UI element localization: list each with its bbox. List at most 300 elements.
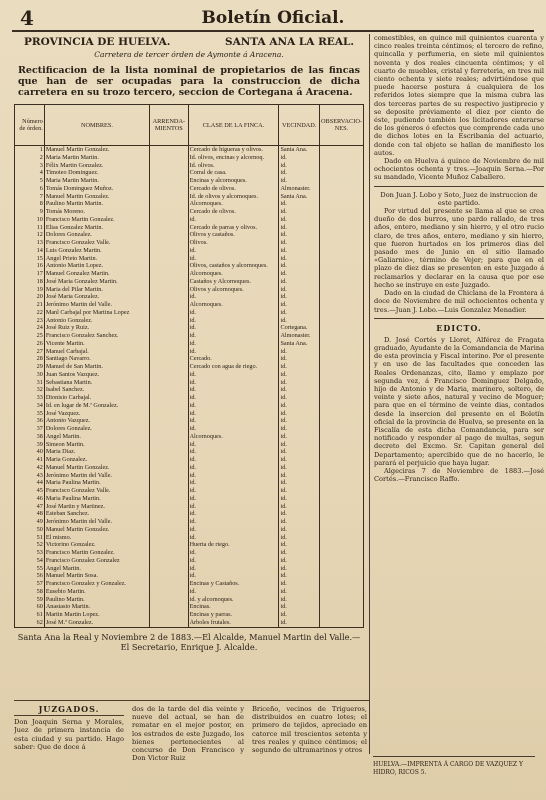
courts-col-2-text: dos de la tarde del dia veinte y nueve del actual, se han de rematar en el mejor postor, en los estrados de este Juzgado, los bienes pertenecientes al concurso de Don Francisco y Don Victor Ruiz — [132, 705, 244, 763]
table-row — [15, 472, 364, 480]
row-lease — [150, 596, 189, 604]
row-observation — [319, 549, 363, 557]
row-observation — [319, 146, 363, 154]
table-row — [15, 503, 364, 511]
row-residence: id. — [279, 348, 319, 356]
row-observation — [319, 472, 363, 480]
row-lease — [150, 472, 189, 480]
row-name: Francisco Gonzalez Valle. — [44, 239, 149, 247]
row-observation — [319, 596, 363, 604]
row-observation — [319, 324, 363, 332]
row-number: 51 — [15, 534, 45, 542]
row-number: 41 — [15, 456, 45, 464]
row-property-type: id. — [188, 247, 279, 255]
row-number: 28 — [15, 355, 45, 363]
row-residence: id. — [279, 557, 319, 565]
row-name: Simeon Martin. — [44, 441, 149, 449]
row-property-type: Cercado de parras y olivos. — [188, 224, 279, 232]
row-lease — [150, 448, 189, 456]
row-property-type: Encinas. — [188, 603, 279, 611]
row-property-type: id. — [188, 417, 279, 425]
table-row — [15, 193, 364, 201]
row-lease — [150, 278, 189, 286]
row-name: Timoteo Dominguez. — [44, 169, 149, 177]
row-residence: id. — [279, 472, 319, 480]
row-residence: id. — [279, 503, 319, 511]
row-number: 5 — [15, 177, 45, 185]
row-name: Vicente Martin. — [44, 340, 149, 348]
row-residence: id. — [279, 433, 319, 441]
row-lease — [150, 580, 189, 588]
row-number: 34 — [15, 402, 45, 410]
row-number: 18 — [15, 278, 45, 286]
edict-heading: EDICTO. — [436, 322, 482, 333]
row-property-type: Encinas y alcornoques. — [188, 177, 279, 185]
row-residence: id. — [279, 425, 319, 433]
row-observation — [319, 309, 363, 317]
row-lease — [150, 541, 189, 549]
row-property-type: id. — [188, 518, 279, 526]
auction-dated: Dado en Huelva á quince de Noviembre de mil ochocientos ochenta y tres.—Joaquin Serna.—Por su mandado, Vicente Muñoz Caballero. — [374, 157, 544, 182]
row-lease — [150, 255, 189, 263]
table-body — [15, 146, 364, 628]
row-residence: Almonaster. — [279, 185, 319, 193]
row-lease — [150, 162, 189, 170]
row-lease — [150, 611, 189, 619]
row-residence: id. — [279, 580, 319, 588]
row-number: 59 — [15, 596, 45, 604]
table-row — [15, 309, 364, 317]
row-lease — [150, 193, 189, 201]
row-observation — [319, 239, 363, 247]
row-lease — [150, 417, 189, 425]
row-observation — [319, 503, 363, 511]
row-lease — [150, 394, 189, 402]
row-number: 17 — [15, 270, 45, 278]
table-row — [15, 487, 364, 495]
row-observation — [319, 526, 363, 534]
row-lease — [150, 371, 189, 379]
row-property-type: id. — [188, 379, 279, 387]
row-residence: id. — [279, 247, 319, 255]
row-number: 57 — [15, 580, 45, 588]
row-residence: id. — [279, 572, 319, 580]
row-residence: Almonaster. — [279, 332, 319, 340]
row-residence: id. — [279, 603, 319, 611]
row-name: Manuel Martin Gonzalez. — [44, 146, 149, 154]
row-number: 22 — [15, 309, 45, 317]
row-residence: id. — [279, 363, 319, 371]
table-row — [15, 379, 364, 387]
row-number: 26 — [15, 340, 45, 348]
row-residence: id. — [279, 611, 319, 619]
row-number: 11 — [15, 224, 45, 232]
row-property-type: id. — [188, 317, 279, 325]
row-observation — [319, 588, 363, 596]
row-lease — [150, 208, 189, 216]
row-name: Paulino Martin. — [44, 596, 149, 604]
rectification-title: Rectificacion de la lista nominal de propietarios de las fincas que han de ser ocupadas para la construccion de dicha carretera en su trozo tercero, seccion de Cortegana á Aracena. — [18, 65, 360, 98]
courts-col-3 — [252, 705, 367, 754]
row-residence: id. — [279, 456, 319, 464]
row-number: 48 — [15, 510, 45, 518]
row-residence: id. — [279, 169, 319, 177]
row-lease — [150, 425, 189, 433]
row-observation — [319, 534, 363, 542]
row-number: 60 — [15, 603, 45, 611]
row-residence: id. — [279, 479, 319, 487]
table-row — [15, 216, 364, 224]
courts-col-1-text: Don Joaquin Serna y Morales, Juez de primera instancia de esta ciudad y su partido. Hago saber: Que de doce á — [14, 718, 124, 751]
row-number: 50 — [15, 526, 45, 534]
row-property-type: Id. olivos, encinas y alcornoq. — [188, 154, 279, 162]
row-lease — [150, 588, 189, 596]
col-header-names: NOMBRES. — [44, 105, 149, 146]
row-number: 4 — [15, 169, 45, 177]
row-observation — [319, 200, 363, 208]
row-property-type: id. — [188, 293, 279, 301]
row-lease — [150, 456, 189, 464]
row-property-type: id. — [188, 479, 279, 487]
row-property-type: Olivos y castaños. — [188, 231, 279, 239]
row-name: Manuel de San Martin. — [44, 363, 149, 371]
row-lease — [150, 177, 189, 185]
page-number: 4 — [20, 6, 34, 30]
row-residence: id. — [279, 596, 319, 604]
row-observation — [319, 619, 363, 627]
row-property-type: Id. de olivos y alcornoques. — [188, 193, 279, 201]
row-property-type: Cercado con agua de riego. — [188, 363, 279, 371]
row-observation — [319, 441, 363, 449]
row-observation — [319, 425, 363, 433]
row-property-type: id. — [188, 557, 279, 565]
row-residence: id. — [279, 565, 319, 573]
row-observation — [319, 448, 363, 456]
row-name: Tomás Moreno. — [44, 208, 149, 216]
row-number: 44 — [15, 479, 45, 487]
row-name: Manuel Gonzalez Martin. — [44, 270, 149, 278]
row-lease — [150, 518, 189, 526]
row-residence: id. — [279, 441, 319, 449]
row-number: 1 — [15, 146, 45, 154]
row-name: Manuel Martin Gonzalez. — [44, 193, 149, 201]
row-observation — [319, 348, 363, 356]
row-number: 25 — [15, 332, 45, 340]
table-row — [15, 572, 364, 580]
row-residence: id. — [279, 255, 319, 263]
row-property-type: id. — [188, 410, 279, 418]
owners-table — [14, 104, 364, 628]
row-name: Id. en lugar de M.ª Gonzalez. — [44, 402, 149, 410]
row-observation — [319, 363, 363, 371]
row-observation — [319, 410, 363, 418]
row-property-type: id. — [188, 394, 279, 402]
row-lease — [150, 231, 189, 239]
row-property-type: id. — [188, 441, 279, 449]
row-number: 55 — [15, 565, 45, 573]
table-row — [15, 557, 364, 565]
row-lease — [150, 410, 189, 418]
row-property-type: id. — [188, 448, 279, 456]
table-row — [15, 255, 364, 263]
row-residence: id. — [279, 464, 319, 472]
row-residence: id. — [279, 262, 319, 270]
row-name: Manuel Martin Gonzalez. — [44, 464, 149, 472]
table-row — [15, 394, 364, 402]
row-number: 14 — [15, 247, 45, 255]
row-observation — [319, 417, 363, 425]
row-property-type: id. — [188, 503, 279, 511]
table-row — [15, 247, 364, 255]
row-lease — [150, 487, 189, 495]
row-residence: Santa Ana. — [279, 340, 319, 348]
row-name: José Martin y Martinez. — [44, 503, 149, 511]
table-row — [15, 565, 364, 573]
row-number: 42 — [15, 464, 45, 472]
row-property-type: Cercado de olivos. — [188, 208, 279, 216]
row-property-type: Alcornoques. — [188, 433, 279, 441]
row-observation — [319, 572, 363, 580]
row-number: 23 — [15, 317, 45, 325]
row-lease — [150, 510, 189, 518]
table-row — [15, 348, 364, 356]
table-row — [15, 332, 364, 340]
row-number: 8 — [15, 200, 45, 208]
row-number: 12 — [15, 231, 45, 239]
row-property-type: Alcornoques. — [188, 200, 279, 208]
row-observation — [319, 270, 363, 278]
table-row — [15, 162, 364, 170]
row-number: 47 — [15, 503, 45, 511]
table-row — [15, 293, 364, 301]
row-property-type: Olivos. — [188, 239, 279, 247]
row-name: Dionisio Carbajal. — [44, 394, 149, 402]
table-row — [15, 371, 364, 379]
row-residence: id. — [279, 588, 319, 596]
table-row — [15, 518, 364, 526]
row-name: Manuel Carbajal. — [44, 348, 149, 356]
row-residence: id. — [279, 394, 319, 402]
row-name: Sebastiana Martin. — [44, 379, 149, 387]
col-header-leases: ARRENDA- MIENTOS — [150, 105, 189, 146]
row-observation — [319, 603, 363, 611]
row-residence: id. — [279, 200, 319, 208]
col-header-property-type: CLASE DE LA FINCA. — [188, 105, 279, 146]
row-lease — [150, 146, 189, 154]
table-row — [15, 619, 364, 627]
row-observation — [319, 278, 363, 286]
row-observation — [319, 456, 363, 464]
row-lease — [150, 293, 189, 301]
table-row — [15, 200, 364, 208]
row-name: Maria Martin Martin. — [44, 177, 149, 185]
row-observation — [319, 371, 363, 379]
table-row — [15, 541, 364, 549]
auction-continuation-text: comestibles, en quince mil quinientos cuarenta y cinco reales treinta céntimos; el tercero de refino, quincalla y perfumeria, en siete mil quinientos noventa y dos reales cincuenta céntimos; y el cuarto de muebles, cristal y ferreteria, en tres mil ciento ochenta y siete reales; advirtiéndose que puede hacerse postura á cualquiera de los referidos lotes siempre que la misma cubra las dos terceras partes de su respectivo justiprecio y se deposite préviamente el diez por ciento de éste, pudiendo también los licitadores enterarse de los géneros ó efectos que comprende cada uno de dichos lotes en la Escribanía del actuario, donde con tal objeto se hallan de manifiesto los autos. — [374, 34, 544, 157]
row-residence: id. — [279, 154, 319, 162]
table-row — [15, 239, 364, 247]
row-number: 49 — [15, 518, 45, 526]
row-residence: id. — [279, 231, 319, 239]
table-row — [15, 534, 364, 542]
row-name: Antonio Martin Lopez. — [44, 262, 149, 270]
row-residence: id. — [279, 286, 319, 294]
row-name: Maria del Pilar Martin. — [44, 286, 149, 294]
table-row — [15, 448, 364, 456]
row-property-type: Cercado de olivos. — [188, 185, 279, 193]
row-residence: Santa Ana. — [279, 193, 319, 201]
row-residence: id. — [279, 239, 319, 247]
row-observation — [319, 464, 363, 472]
row-observation — [319, 193, 363, 201]
row-name: Elias Gonzalez Martin. — [44, 224, 149, 232]
row-number: 38 — [15, 433, 45, 441]
row-number: 61 — [15, 611, 45, 619]
row-observation — [319, 379, 363, 387]
row-observation — [319, 580, 363, 588]
row-number: 19 — [15, 286, 45, 294]
row-number: 13 — [15, 239, 45, 247]
table-row — [15, 278, 364, 286]
row-number: 24 — [15, 324, 45, 332]
row-number: 3 — [15, 162, 45, 170]
row-property-type: id. — [188, 425, 279, 433]
table-row — [15, 588, 364, 596]
row-number: 45 — [15, 487, 45, 495]
table-row — [15, 410, 364, 418]
row-lease — [150, 270, 189, 278]
table-row — [15, 324, 364, 332]
row-residence: id. — [279, 518, 319, 526]
courts-col-2 — [132, 705, 244, 762]
row-property-type: Alcornoques. — [188, 301, 279, 309]
row-residence: id. — [279, 309, 319, 317]
row-name: Manuel Martin Sosa. — [44, 572, 149, 580]
row-name: Juan Santos Vazquez. — [44, 371, 149, 379]
row-name: Antonio Gonzalez. — [44, 317, 149, 325]
row-name: Jerónimo Martin del Valle. — [44, 472, 149, 480]
table-row — [15, 441, 364, 449]
row-residence: id. — [279, 619, 319, 627]
row-residence: id. — [279, 541, 319, 549]
row-residence: id. — [279, 301, 319, 309]
row-number: 10 — [15, 216, 45, 224]
row-lease — [150, 526, 189, 534]
province-header — [14, 36, 364, 48]
table-row — [15, 425, 364, 433]
courts-col-1 — [14, 705, 124, 751]
row-name: Félix Martin Gonzalez. — [44, 162, 149, 170]
row-observation — [319, 162, 363, 170]
row-observation — [319, 565, 363, 573]
row-lease — [150, 348, 189, 356]
row-lease — [150, 565, 189, 573]
row-lease — [150, 324, 189, 332]
row-lease — [150, 619, 189, 627]
row-name: José Maria Gonzalez Martin. — [44, 278, 149, 286]
row-observation — [319, 394, 363, 402]
table-row — [15, 363, 364, 371]
row-name: Angel Prieto Martin. — [44, 255, 149, 263]
table-row — [15, 386, 364, 394]
row-lease — [150, 169, 189, 177]
row-residence: id. — [279, 487, 319, 495]
row-lease — [150, 495, 189, 503]
col-header-observations: OBSERVACIO- NES. — [319, 105, 363, 146]
row-number: 40 — [15, 448, 45, 456]
row-name: Francisco Gonzalez Gonzalez — [44, 557, 149, 565]
row-name: Victorino Gonzalez. — [44, 541, 149, 549]
row-number: 53 — [15, 549, 45, 557]
row-property-type: id. — [188, 402, 279, 410]
row-property-type: Árboles frutales. — [188, 619, 279, 627]
row-residence: id. — [279, 317, 319, 325]
row-number: 37 — [15, 425, 45, 433]
row-name: Martin Martin Lopez. — [44, 611, 149, 619]
row-observation — [319, 177, 363, 185]
table-row — [15, 526, 364, 534]
table-row — [15, 510, 364, 518]
row-name: Maria Paulina Martin. — [44, 479, 149, 487]
row-observation — [319, 286, 363, 294]
row-property-type: id. — [188, 565, 279, 573]
row-property-type: Encinas y Castaños. — [188, 580, 279, 588]
row-observation — [319, 518, 363, 526]
row-name: Manl Carbajal por Martina Lopez — [44, 309, 149, 317]
table-row — [15, 270, 364, 278]
row-name: Angel Martin. — [44, 433, 149, 441]
row-property-type: id. y alcornoques. — [188, 596, 279, 604]
row-observation — [319, 611, 363, 619]
row-observation — [319, 255, 363, 263]
row-number: 31 — [15, 379, 45, 387]
row-observation — [319, 185, 363, 193]
row-name: Maria Diaz. — [44, 448, 149, 456]
row-lease — [150, 216, 189, 224]
row-name: Maria Gonzalez. — [44, 456, 149, 464]
row-name: Manuel Martin Gonzalez. — [44, 526, 149, 534]
row-number: 52 — [15, 541, 45, 549]
row-property-type: id. — [188, 549, 279, 557]
row-lease — [150, 317, 189, 325]
row-lease — [150, 464, 189, 472]
row-number: 2 — [15, 154, 45, 162]
row-lease — [150, 185, 189, 193]
row-property-type: Olivos, castaños y alcornoques. — [188, 262, 279, 270]
row-number: 39 — [15, 441, 45, 449]
row-number: 15 — [15, 255, 45, 263]
judge-text: Por virtud del presente se llama al que se crea dueño de dos burros, uno pardo rallado, de tres años, entero, mediano y sin hierro, y el otro rucio claro, de tres años, entero, mediano y sin hierro, que fueron hurtados en los primeros dias del pasado mes de Junio en el sitio llamado «Galiarnio», término de Vejer; para que en el plazo de diez dias se presenten en este Juzgado á reclamarlos y declarar en la causa que por ese hecho se instruye en este Juzgado. — [374, 207, 544, 289]
row-name: Eusebio Martin. — [44, 588, 149, 596]
row-property-type: Encinas y parras. — [188, 611, 279, 619]
row-observation — [319, 216, 363, 224]
table-row — [15, 580, 364, 588]
row-property-type: id. — [188, 526, 279, 534]
row-number: 35 — [15, 410, 45, 418]
row-name: Anastasio Martin. — [44, 603, 149, 611]
town-name: SANTA ANA LA REAL. — [224, 36, 354, 48]
row-residence: id. — [279, 510, 319, 518]
table-row — [15, 231, 364, 239]
row-observation — [319, 495, 363, 503]
row-lease — [150, 200, 189, 208]
row-lease — [150, 503, 189, 511]
table-row — [15, 146, 364, 154]
courts-heading: JUZGADOS. — [38, 705, 100, 714]
row-lease — [150, 224, 189, 232]
row-observation — [319, 402, 363, 410]
table-row — [15, 317, 364, 325]
